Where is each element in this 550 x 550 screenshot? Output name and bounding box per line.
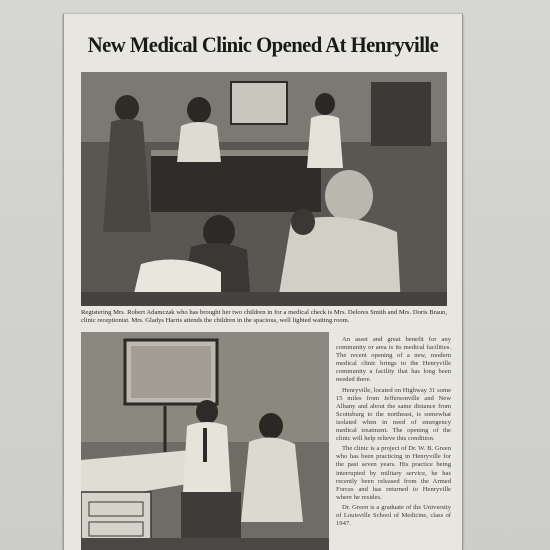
article-paragraph: Dr. Green is a graduate of the University of Louisville School of Medicine, class of 1947.: [336, 503, 451, 528]
article-paragraph: The clinic is a project of Dr. W. B. Green who has been practicing in Henryville for the past seven years. His practice being interrupted by military service, he has recently been released from the Armed Forces and has returned to Henryville where he resides.: [336, 445, 451, 501]
article-body: [336, 336, 451, 530]
exam-room-illustration: [81, 332, 329, 550]
article-paragraph: An asset and great benefit for any community or area is its medical facilities. The recent opening of a new, modern medical clinic brings to the Henryville community a facility that has long been needed there.: [336, 336, 451, 384]
photo-waiting-room: [81, 72, 447, 306]
waiting-room-illustration: [81, 72, 447, 306]
photo-exam-room: [81, 332, 329, 550]
newspaper-clipping: [63, 14, 463, 550]
article-paragraph: Henryville, located on Highway 31 some 15 miles from Jeffersonville and New Albany and about the same distance from Scottsburg to the northeast, is somewhat isolated when in need of emergency medical treatment. The opening of the clinic will help relieve this condition.: [336, 386, 451, 443]
photo-caption: Registering Mrs. Robert Adamczak who has brought her two children in for a medical check is Mrs. Delores Smith and Mrs. Doris Braun, clinic receptionist. Mrs. Gladys Harris attends the children in the spacious, well lighted waiting room.: [81, 309, 447, 324]
headline: New Medical Clinic Opened At Henryville: [87, 32, 439, 57]
